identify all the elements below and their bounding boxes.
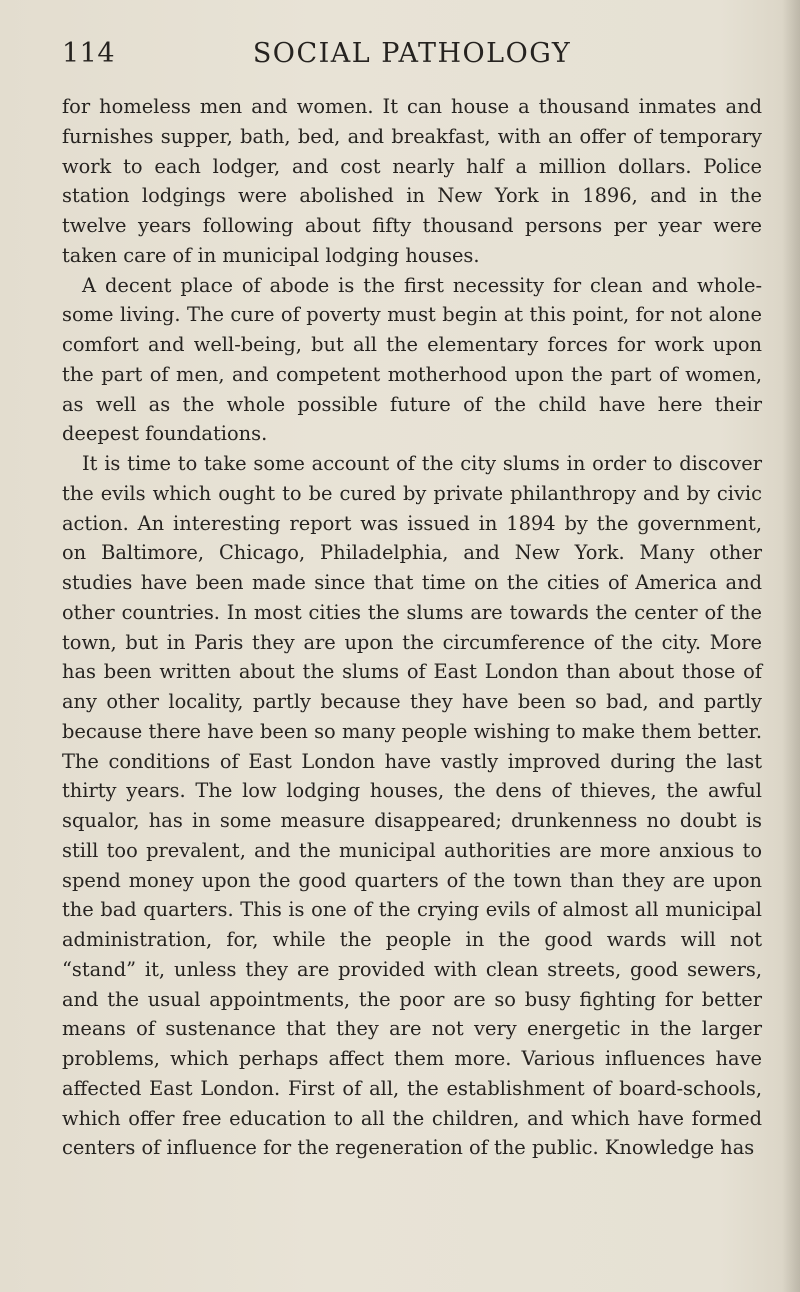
body-text: [62, 92, 762, 1163]
paragraph-continued: for homeless men and women. It can house a thousand inmates and furnishes supper, bath, bed, and breakfast, with an offer of temporary work to each lodger, and cost nearly half a million dollars. Police station lodgings were abolished in New York in 1896, and in the twelve years following about fifty thousand persons per year were taken care of in municipal lodging houses.: [62, 95, 762, 267]
running-head: SOCIAL PATHOLOGY: [252, 38, 572, 69]
paragraph-slums: It is time to take some account of the city slums in order to discover the evils which ought to be cured by private philanthropy and by civic action. An interesting report was issued in 1894 by the government, on Baltimore, Chicago, Philadelphia, and New York. Many other studies have been made since that time on the cities of America and other countries. In most cities the slums are towards the center of the town, but in Paris they are upon the circumference of the city. More has been written about the slums of East London than about those of any other locality, partly because they have been so bad, and partly because there have been so many people wishing to make them better. The conditions of East London have vastly improved during the last thirty years. The low lodging houses, the dens of thieves, the awful squalor, has in some measure disappeared; drunkenness no doubt is still too prevalent, and the municipal authorities are more anxious to spend money upon the good quarters of the town than they are upon the bad quarters. This is one of the crying evils of almost all municipal administration, for, while the people in the good wards will not “stand” it, unless they are provided with clean streets, good sewers, and the usual appointments, the poor are so busy fighting for better means of sustenance that they are not very energetic in the larger problems, which perhaps affect them more. Various influences have affected East London. First of all, the establishment of board-schools, which offer free education to all the children, and which have formed centers of influence for the regeneration of the public. Knowledge has: [62, 452, 762, 1160]
page-header: [62, 38, 762, 78]
page-number: 114: [62, 38, 116, 69]
page-edge-shadow: [782, 0, 800, 1292]
paragraph-abode: A decent place of abode is the first necessity for clean and whole-some living. The cure of poverty must begin at this point, for not alone comfort and well-being, but all the elementary forces for work upon the part of men, and competent motherhood upon the part of women, as well as the whole possible future of the child have here their deepest foundations.: [62, 273, 762, 446]
